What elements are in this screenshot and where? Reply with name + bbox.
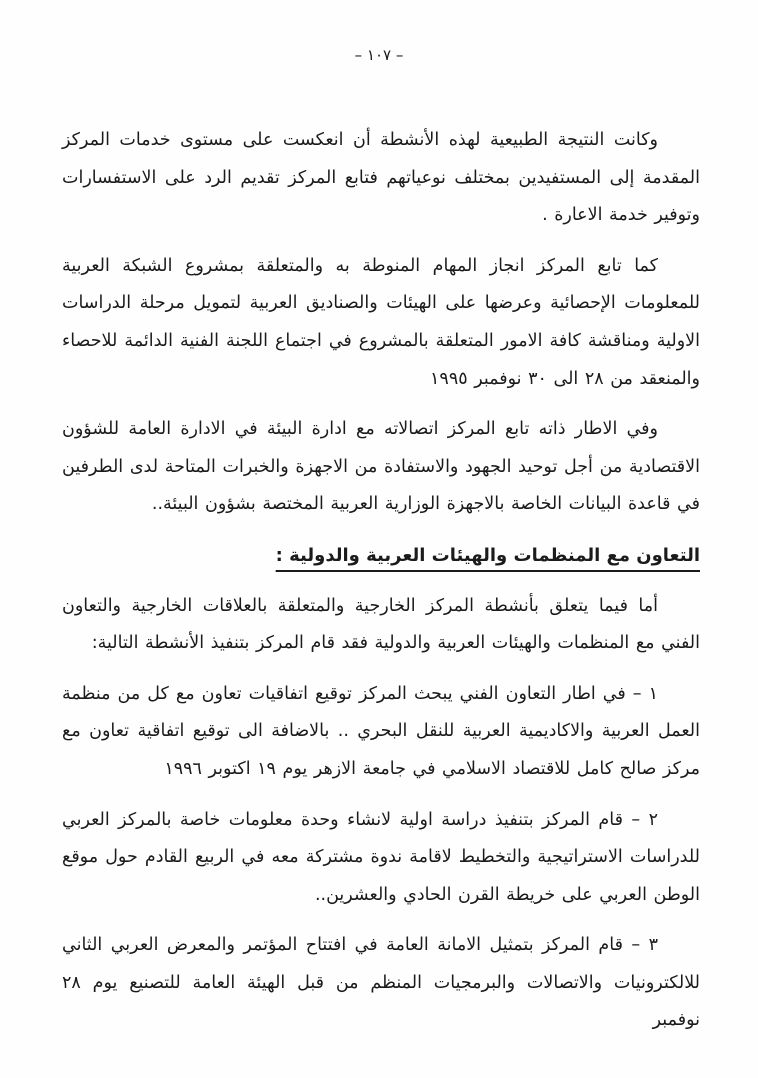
intro-paragraph-3: وفي الاطار ذاته تابع المركز اتصالاته مع ادارة البيئة في الادارة العامة للشؤون الاقتصادية من أجل توحيد الجهود والاستفادة من الاجهزة والخبرات المتاحة لدى الطرفين في قاعدة البيانات الخاصة بالاجهزة الوزارية العربية المختصة بشؤون البيئة.. — [62, 419, 700, 515]
page-number: – ١٠٧ – — [354, 46, 404, 64]
numbered-item-1: ١ – في اطار التعاون الفني يبحث المركز توقيع اتفاقيات تعاون مع كل من منظمة العمل العربية والاكاديمية العربية للنقل البحري .. بالاضافة الى توقيع اتفاقية تعاون مع مركز صالح كامل للاقتصاد الاسلامي في جامعة الازهر يوم ١٩ اكتوبر ١٩٩٦ — [62, 683, 700, 779]
document-body — [0, 66, 758, 1040]
numbered-item-2: ٢ – قام المركز بتنفيذ دراسة اولية لانشاء وحدة معلومات خاصة بالمركز العربي للدراسات الاستراتيجية والتخطيط لاقامة ندوة مشتركة معه في الربيع القادم حول موقع الوطن العربي على خريطة القرن الحادي والعشرين.. — [62, 809, 700, 905]
section-lead-paragraph: أما فيما يتعلق بأنشطة المركز الخارجية والمتعلقة بالعلاقات الخارجية والتعاون الفني مع المنظمات والهيئات العربية والدولية فقد قام المركز بتنفيذ الأنشطة التالية: — [62, 595, 700, 654]
intro-paragraph-1: وكانت النتيجة الطبيعية لهذه الأنشطة أن انعكست على مستوى خدمات المركز المقدمة إلى المستفيدين بمختلف نوعياتهم فتابع المركز تقديم الرد على الاستفسارات وتوفير خدمة الاعارة . — [62, 130, 700, 226]
numbered-item-3: ٣ – قام المركز بتمثيل الامانة العامة في افتتاح المؤتمر والمعرض العربي الثاني للالكترونيات والاتصالات والبرمجيات المنظم من قبل الهيئة العامة للتصنيع يوم ٢٨ نوفمبر — [62, 935, 700, 1031]
section-heading-text: التعاون مع المنظمات والهيئات العربية والدولية : — [275, 544, 700, 566]
section-heading — [62, 537, 700, 575]
intro-paragraph-2: كما تابع المركز انجاز المهام المنوطة به والمتعلقة بمشروع الشبكة العربية للمعلومات الإحصائية وعرضها على الهيئات والصناديق العربية لتمويل مرحلة الدراسات الاولية ومناقشة كافة الامور المتعلقة بالمشروع في اجتماع اللجنة الفنية الدائمة للاحصاء والمنعقد من ٢٨ الى ٣٠ نوفمبر ١٩٩٥ — [62, 255, 700, 389]
